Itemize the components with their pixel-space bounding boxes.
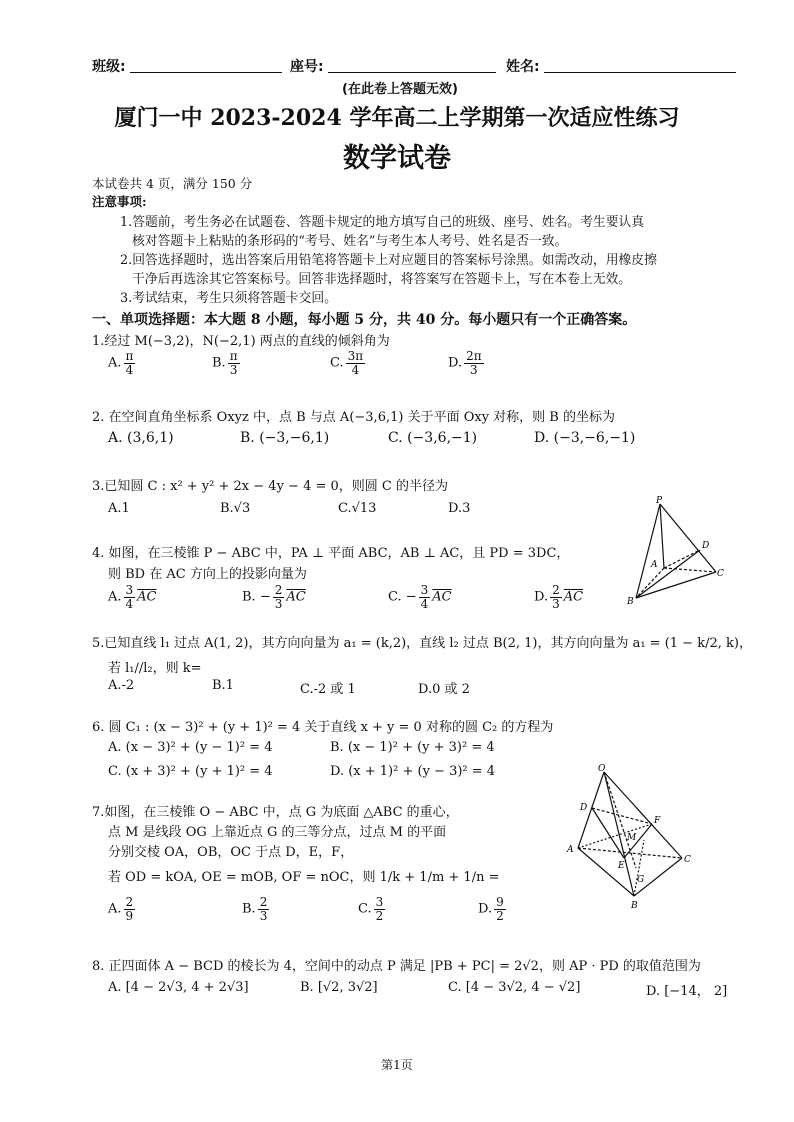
section-heading: 一、单项选择题：本大题 8 小题，每小题 5 分，共 40 分。每小题只有一个正确答案。 <box>92 312 637 328</box>
q8-option-b[interactable]: B. [√2, 3√2] <box>300 980 378 995</box>
question-7-stem-4: 若 OD = kOA, OE = mOB, OF = nOC，则 1/k + 1/m + 1/n = <box>108 870 500 885</box>
q3-option-c[interactable]: C.√13 <box>338 501 377 516</box>
q5-option-c[interactable]: C.-2 或 1 <box>300 682 356 697</box>
fig-label: M <box>627 833 637 843</box>
q5-option-d[interactable]: D.0 或 2 <box>418 682 470 697</box>
notice-line: 核对答题卡上粘贴的条形码的“考号、姓名”与考生本人考号、姓名是否一致。 <box>132 234 568 249</box>
fig-label: F <box>654 816 661 826</box>
q6-option-a[interactable]: A. (x − 3)² + (y − 1)² = 4 <box>108 740 273 755</box>
q8-option-d[interactable]: D. [−14， 2] <box>646 984 728 999</box>
q2-option-a[interactable]: A. (3,6,1) <box>108 430 174 446</box>
notice-title: 注意事项: <box>92 194 147 209</box>
q1-option-a[interactable]: A. $\frac{\pi}{4}$ <box>108 349 134 377</box>
q4-option-a[interactable]: A. $\frac{3}{4}$ $\overline{AC}$ <box>108 583 157 611</box>
notice-line: 3.考试结束，考生只须将答题卡交回。 <box>120 291 337 306</box>
q7-option-d[interactable]: D. $\frac{9}{2}$ <box>478 895 504 923</box>
q1-option-c[interactable]: C. $\frac{3\pi}{4}$ <box>330 349 364 377</box>
q7-option-a[interactable]: A. $\frac{2}{9}$ <box>108 895 134 923</box>
q3-option-d[interactable]: D.3 <box>448 501 471 516</box>
question-7-stem-3: 分别交棱 OA，OB，OC 于点 D，E，F， <box>108 845 354 860</box>
q8-option-a[interactable]: A. [4 − 2√3, 4 + 2√3] <box>108 980 249 995</box>
q1-option-d[interactable]: D. $\frac{2\pi}{3}$ <box>448 349 482 377</box>
fig-label: B <box>627 597 634 607</box>
q5-option-b[interactable]: B.1 <box>212 678 234 693</box>
notice-line: 干净后再选涂其它答案标号。回答非选择题时，将答案写在答题卡上，写在本卷上无效。 <box>132 272 632 287</box>
class-field[interactable] <box>130 58 282 73</box>
name-field[interactable] <box>544 58 736 73</box>
q2-option-c[interactable]: C. (−3,6,−1) <box>388 430 478 446</box>
subject-title: 数学试卷 <box>343 143 451 174</box>
page-number: 第1页 <box>381 1058 413 1072</box>
question-7-stem: 7.如图，在三棱锥 O − ABC 中，点 G 为底面 △ABC 的重心， <box>92 805 459 820</box>
q1-option-b[interactable]: B. $\frac{\pi}{3}$ <box>212 349 238 377</box>
exam-summary: 本试卷共 4 页，满分 150 分 <box>92 176 253 191</box>
class-label: 班级: <box>92 59 126 75</box>
q6-option-d[interactable]: D. (x + 1)² + (y − 3)² = 4 <box>330 764 496 779</box>
q2-option-b[interactable]: B. (−3,−6,1) <box>240 430 330 446</box>
seat-label: 座号: <box>290 59 324 75</box>
question-7-stem-2: 点 M 是线段 OG 上靠近点 G 的三等分点，过点 M 的平面 <box>108 825 447 840</box>
fig-label: O <box>598 764 606 774</box>
question-8-stem: 8. 正四面体 A − BCD 的棱长为 4，空间中的动点 P 满足 |PB + PC| = 2√2，则 AP · PD 的取值范围为 <box>92 959 701 974</box>
q6-option-b[interactable]: B. (x − 1)² + (y + 3)² = 4 <box>330 740 495 755</box>
q4-tetrahedron-figure <box>618 494 728 610</box>
fig-label: C <box>684 855 691 865</box>
q5-option-a[interactable]: A.-2 <box>108 678 135 693</box>
fig-label: D <box>580 803 588 813</box>
notice-line: 1.答题前，考生务必在试题卷、答题卡规定的地方填写自己的班级、座号、姓名。考生要认真 <box>120 215 645 230</box>
fig-label: C <box>717 569 724 579</box>
q4-option-c[interactable]: C. − $\frac{3}{4}$ $\overline{AC}$ <box>388 583 452 611</box>
fig-label: A <box>567 845 574 855</box>
q7-tetrahedron-figure <box>560 760 710 912</box>
fig-label: A <box>651 560 658 570</box>
question-1-stem: 1.经过 M(−3,2)，N(−2,1) 两点的直线的倾斜角为 <box>92 334 390 349</box>
fig-label: P <box>656 496 663 506</box>
q3-option-b[interactable]: B.√3 <box>220 501 251 516</box>
fig-label: G <box>637 875 645 885</box>
exam-title: 厦门一中 2023-2024 学年高二上学期第一次适应性练习 <box>114 105 680 131</box>
q6-option-c[interactable]: C. (x + 3)² + (y + 1)² = 4 <box>108 764 273 779</box>
notice-line: 2.回答选择题时，选出答案后用铅笔将答题卡上对应题目的答案标号涂黑。如需改动，用橡皮擦 <box>120 253 657 268</box>
question-4-stem-2: 则 BD 在 AC 方向上的投影向量为 <box>108 567 307 582</box>
q3-option-a[interactable]: A.1 <box>108 501 130 516</box>
q7-option-b[interactable]: B. $\frac{2}{3}$ <box>242 895 268 923</box>
fig-label: E <box>618 861 625 871</box>
fig-label: B <box>631 901 638 911</box>
name-label: 姓名: <box>506 59 540 75</box>
q2-option-d[interactable]: D. (−3,−6,−1) <box>534 430 636 446</box>
question-5-stem-2: 若 l₁//l₂，则 k= <box>108 661 202 676</box>
q8-option-c[interactable]: C. [4 − 3√2, 4 − √2] <box>448 980 581 995</box>
question-5-stem: 5.已知直线 l₁ 过点 A(1, 2)，其方向向量为 a₁ = (k,2)，直线 l₂ 过点 B(2, 1)，其方向向量为 a₁ = (1 − k/2, k)， <box>92 636 752 651</box>
question-2-stem: 2. 在空间直角坐标系 Oxyz 中，点 B 与点 A(−3,6,1) 关于平面 Oxy 对称，则 B 的坐标为 <box>92 410 615 425</box>
question-3-stem: 3.已知圆 C : x² + y² + 2x − 4y − 4 = 0，则圆 C 的半径为 <box>92 479 448 494</box>
q4-option-d[interactable]: D. $\frac{2}{3}$ $\overline{AC}$ <box>534 583 584 611</box>
fig-label: D <box>702 541 710 551</box>
seat-field[interactable] <box>328 58 496 73</box>
q4-option-b[interactable]: B. − $\frac{2}{3}$ $\overline{AC}$ <box>242 583 306 611</box>
header-note: (在此卷上答题无效) <box>342 82 458 97</box>
question-4-stem: 4. 如图，在三棱锥 P − ABC 中，PA ⊥ 平面 ABC，AB ⊥ AC，且 PD = 3DC， <box>92 546 570 561</box>
q7-option-c[interactable]: C. $\frac{3}{2}$ <box>358 895 384 923</box>
question-6-stem: 6. 圆 C₁ : (x − 3)² + (y + 1)² = 4 关于直线 x + y = 0 对称的圆 C₂ 的方程为 <box>92 720 554 735</box>
